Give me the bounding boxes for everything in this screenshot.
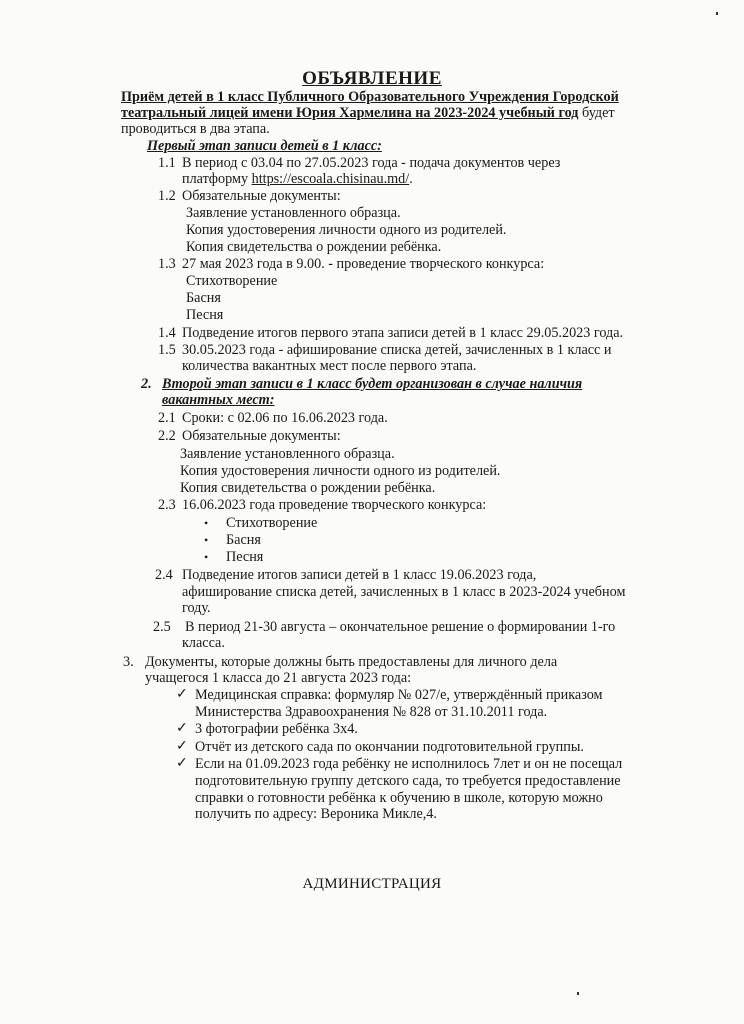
item-2-2-doc: Заявление установленного образца.	[180, 446, 395, 462]
check-2: 3 фотографии ребёнка 3х4.	[195, 721, 358, 737]
item-2-2-doc: Копия свидетельства о рождении ребёнка.	[180, 480, 436, 496]
item-1-1-line1: В период с 03.04 по 27.05.2023 года - подача документов через	[182, 155, 561, 171]
bullet-icon: •	[204, 533, 209, 547]
intro-school-name: Приём детей в 1 класс Публичного Образовательного Учреждения Городской театральный лицей имени Юрия Хармелина на 2023-2024 учебный год	[121, 89, 619, 121]
signature-administration: АДМИНИСТРАЦИЯ	[302, 876, 442, 892]
item-1-3-genre: Песня	[186, 307, 224, 323]
item-2-3-genre: Басня	[226, 532, 261, 548]
stage2-number: 2.	[141, 376, 152, 392]
item-1-5-number: 1.5	[158, 342, 176, 358]
item-2-3-number: 2.3	[158, 497, 176, 513]
check-4-line1: Если на 01.09.2023 года ребёнку не исполнилось 7лет и он не посещал	[195, 756, 623, 772]
item-2-1-number: 2.1	[158, 410, 176, 426]
item-2-3-label: 16.06.2023 года проведение творческого конкурса:	[182, 497, 487, 513]
check-4-line3: справки о готовности ребёнка к обучению в школе, которую можно	[195, 790, 603, 806]
item-2-4-line3: году.	[182, 600, 211, 616]
checkmark-icon: ✓	[176, 687, 188, 702]
item-1-2-doc: Заявление установленного образца.	[186, 205, 401, 221]
checkmark-icon: ✓	[176, 739, 188, 754]
checkmark-icon: ✓	[176, 756, 188, 771]
item-1-2-number: 1.2	[158, 188, 176, 204]
item-1-2-label: Обязательные документы:	[182, 188, 341, 204]
item-2-5-number: 2.5	[153, 619, 171, 635]
item-2-5-line1: В период 21-30 августа – окончательное решение о формировании 1-го	[185, 619, 616, 635]
item-1-4-number: 1.4	[158, 325, 176, 341]
stage2-heading-line2: вакантных мест:	[162, 392, 275, 408]
item-2-3-genre: Стихотворение	[226, 515, 318, 531]
check-3: Отчёт из детского сада по окончании подготовительной группы.	[195, 739, 584, 755]
item-1-2-doc: Копия удостоверения личности одного из родителей.	[186, 222, 507, 238]
bullet-icon: •	[204, 516, 209, 530]
item-1-2-doc: Копия свидетельства о рождении ребёнка.	[186, 239, 442, 255]
item-1-1-number: 1.1	[158, 155, 176, 171]
stage3-line1: Документы, которые должны быть предоставлены для личного дела	[145, 654, 558, 670]
item-1-3-genre: Стихотворение	[186, 273, 278, 289]
checkmark-icon: ✓	[176, 721, 188, 736]
item-1-5-line2: количества вакантных мест после первого этапа.	[182, 358, 477, 374]
stage2-heading-line1: Второй этап записи в 1 класс будет организован в случае наличия	[162, 376, 583, 392]
item-2-3-genre: Песня	[226, 549, 264, 565]
stage3-number: 3.	[123, 654, 134, 670]
item-2-4-number: 2.4	[155, 567, 173, 583]
scan-speck	[577, 992, 579, 995]
item-2-5-line2: класса.	[182, 635, 225, 651]
stage3-line2: учащегося 1 класса до 21 августа 2023 года:	[145, 670, 412, 686]
item-2-1-text: Сроки: с 02.06 по 16.06.2023 года.	[182, 410, 388, 426]
check-1-line1: Медицинская справка: формуляр № 027/е, утверждённый приказом	[195, 687, 603, 703]
item-2-4-line2: афиширование списка детей, зачисленных в 1 класс в 2023-2024 учебном	[182, 584, 626, 600]
check-4-line2: подготовительную группу детского сада, то требуется предоставление	[195, 773, 621, 789]
scan-speck	[716, 12, 718, 15]
escoala-link[interactable]: https://escoala.chisinau.md/	[251, 171, 410, 187]
item-1-4-text: Подведение итогов первого этапа записи детей в 1 класс 29.05.2023 года.	[182, 325, 624, 341]
item-1-5-line1: 30.05.2023 года - афиширование списка детей, зачисленных в 1 класс и	[182, 342, 612, 358]
check-4-line4: получить по адресу: Вероника Микле,4.	[195, 806, 437, 822]
item-1-1-line2	[182, 171, 413, 187]
check-1-line2: Министерства Здравоохранения № 828 от 31.10.2011 года.	[195, 704, 548, 720]
item-1-3-number: 1.3	[158, 256, 176, 272]
item-2-4-line1: Подведение итогов записи детей в 1 класс 19.06.2023 года,	[182, 567, 537, 583]
stage1-heading: Первый этап записи детей в 1 класс:	[147, 138, 382, 154]
item-2-2-number: 2.2	[158, 428, 176, 444]
intro-paragraph	[121, 89, 661, 137]
item-2-2-doc: Копия удостоверения личности одного из родителей.	[180, 463, 501, 479]
document-title: ОБЪЯВЛЕНИЕ	[302, 68, 442, 89]
item-1-1-suffix: .	[409, 171, 413, 187]
item-2-2-label: Обязательные документы:	[182, 428, 341, 444]
item-1-1-prefix: платформу	[182, 171, 252, 187]
bullet-icon: •	[204, 550, 209, 564]
item-1-3-genre: Басня	[186, 290, 221, 306]
item-1-3-label: 27 мая 2023 года в 9.00. - проведение творческого конкурса:	[182, 256, 545, 272]
intro-rest: будет проводиться в два этапа.	[121, 105, 615, 137]
